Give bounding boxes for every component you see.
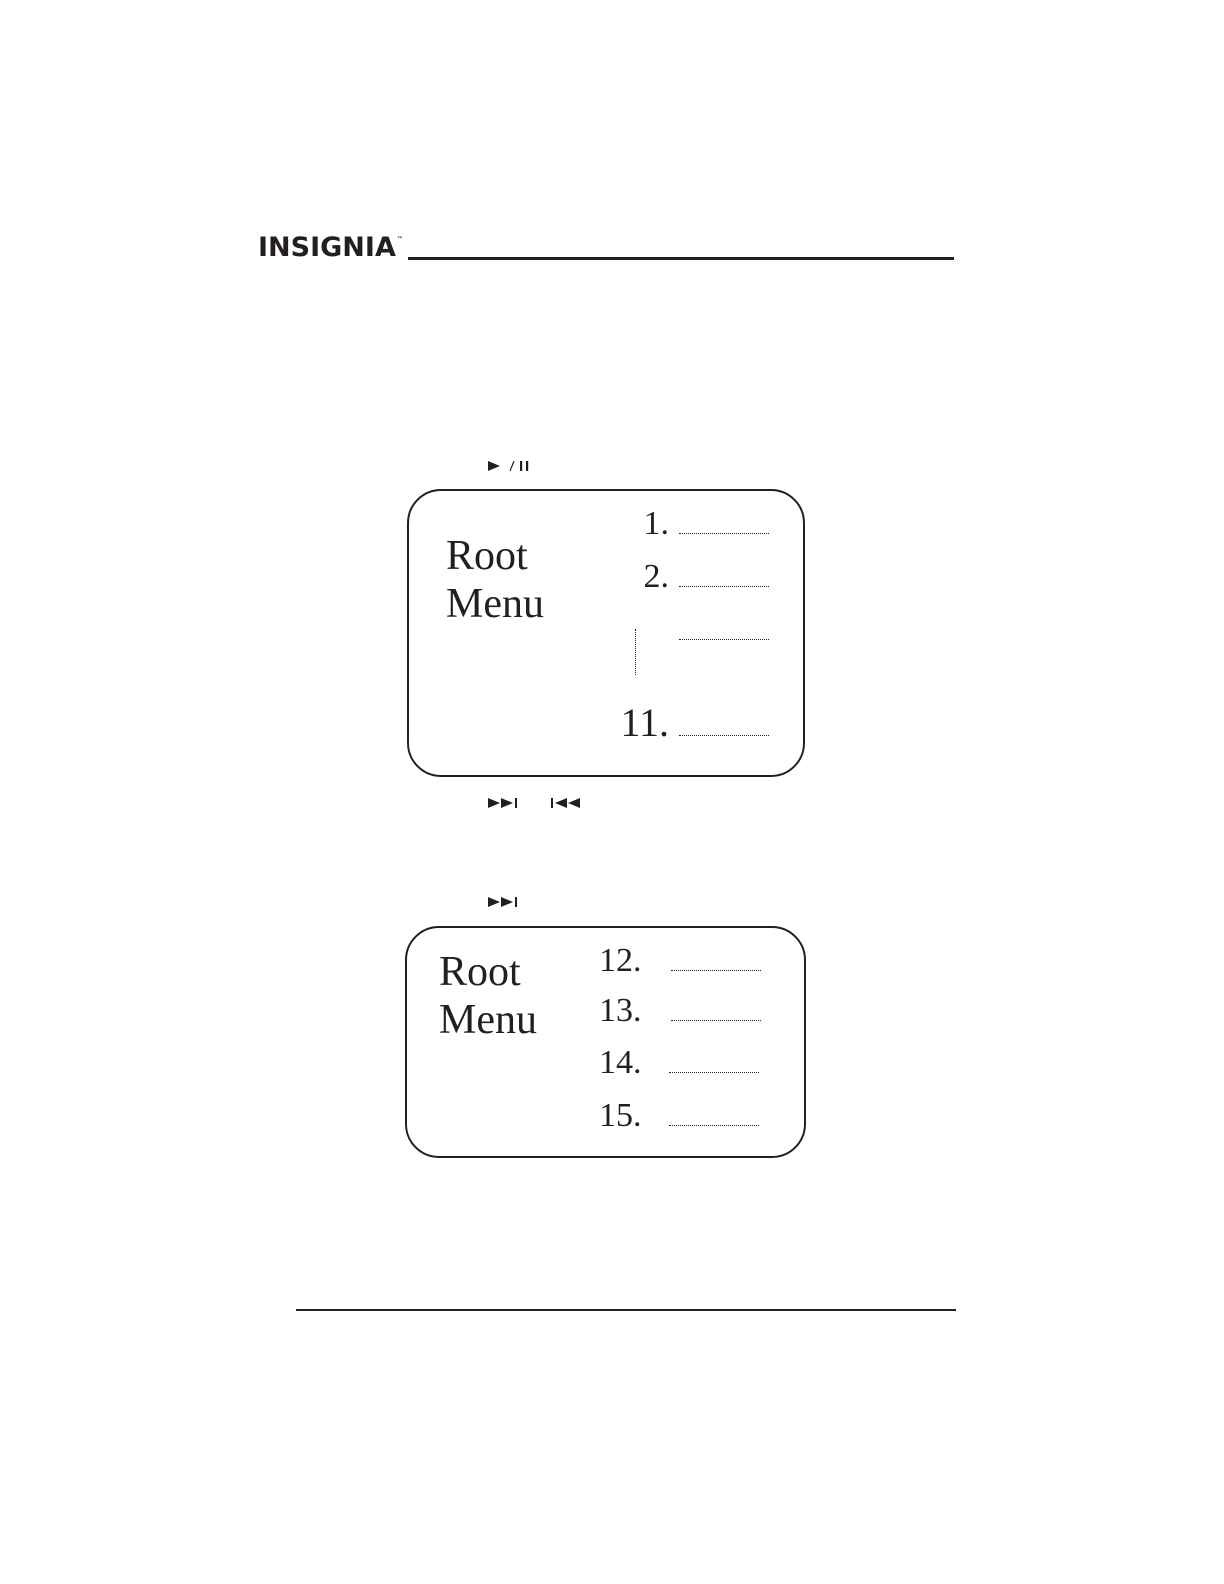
track-item <box>599 944 761 978</box>
track-placeholder-dots <box>679 639 769 640</box>
skip-previous-icon <box>551 797 583 809</box>
root-menu-title <box>439 948 537 1044</box>
track-placeholder-dots <box>671 1020 761 1021</box>
menu-screen-2 <box>405 926 806 1158</box>
track-number: 1. <box>643 505 669 542</box>
track-number: 15. <box>599 1097 642 1134</box>
track-item <box>609 700 769 745</box>
brand-logo <box>258 234 403 261</box>
brand-name: INSIGNIA <box>258 232 396 263</box>
track-placeholder-dots <box>679 533 769 534</box>
skip-next-icon <box>488 797 520 809</box>
skip-next-control <box>488 896 520 908</box>
track-placeholder-dots <box>669 1072 759 1073</box>
root-menu-title-line1: Root <box>446 533 528 579</box>
track-number-blank <box>609 613 669 647</box>
track-placeholder-dots <box>671 970 761 971</box>
header-rule <box>408 257 954 260</box>
track-number: 2. <box>643 558 669 595</box>
track-number: 11. <box>620 700 669 745</box>
track-item <box>599 994 761 1028</box>
brand-trademark: ™ <box>396 236 403 243</box>
root-menu-title-line2: Menu <box>439 997 537 1043</box>
play-pause-icon <box>488 460 534 472</box>
play-pause-control <box>488 460 534 472</box>
track-placeholder-dots <box>679 586 769 587</box>
track-item <box>609 507 769 541</box>
footer-rule <box>296 1309 956 1311</box>
track-item <box>599 1046 759 1080</box>
menu-screen-1 <box>407 489 805 777</box>
root-menu-title <box>446 532 544 628</box>
skip-next-icon <box>488 896 520 908</box>
track-placeholder-dots <box>669 1125 759 1126</box>
track-item <box>609 560 769 594</box>
track-number: 12. <box>599 942 642 979</box>
track-number: 13. <box>599 992 642 1029</box>
track-item <box>599 1099 759 1133</box>
root-menu-title-line2: Menu <box>446 581 544 627</box>
track-item <box>609 613 769 647</box>
root-menu-title-line1: Root <box>439 949 521 995</box>
track-placeholder-dots <box>679 735 769 736</box>
ellipsis-vertical-dots <box>635 629 636 675</box>
skip-controls <box>488 797 583 809</box>
track-number: 14. <box>599 1044 642 1081</box>
